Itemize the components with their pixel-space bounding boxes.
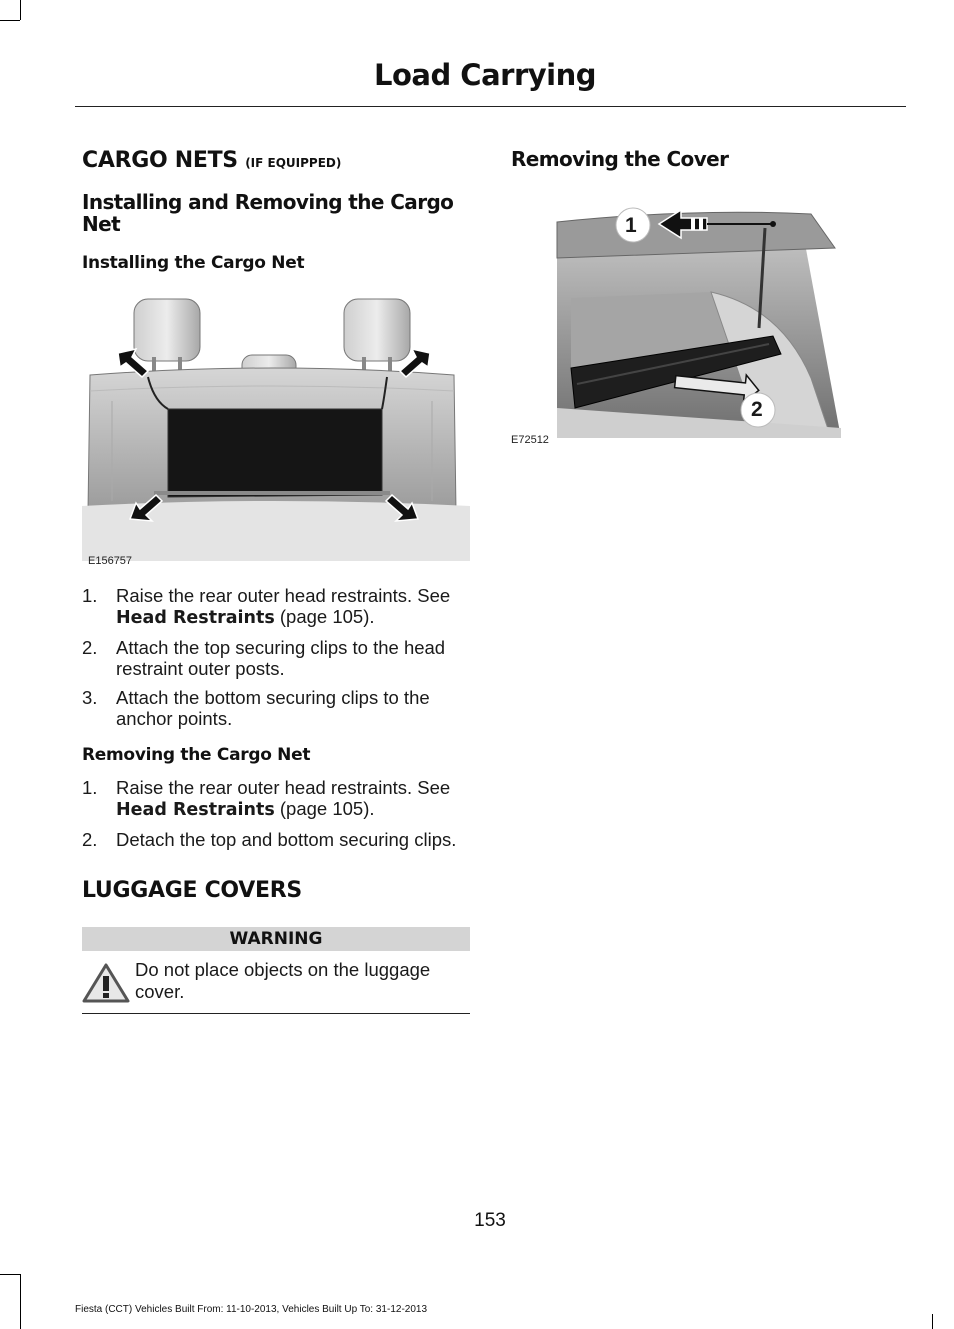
page-reference: (page 105).: [274, 606, 375, 627]
callout-1: 1: [625, 214, 637, 237]
luggage-cover-figure: [511, 188, 851, 448]
luggage-covers-heading: LUGGAGE COVERS: [82, 878, 302, 903]
right-column: [511, 140, 906, 448]
crop-mark: [0, 1274, 20, 1275]
figure-code: E72512: [511, 434, 549, 446]
page-number: 153: [474, 1210, 506, 1231]
cargo-net-subheading: Installing and Removing the Cargo Net: [82, 190, 454, 236]
page-reference: (page 105).: [274, 798, 375, 819]
warning-label: WARNING: [82, 927, 470, 951]
warning-box: [82, 927, 470, 1014]
list-item: [82, 777, 470, 821]
removing-title: Removing the Cargo Net: [82, 745, 311, 765]
step-text: Raise the rear outer head restraints. See: [116, 777, 451, 798]
step-number: 1.: [82, 777, 98, 798]
left-column: [82, 140, 470, 1014]
page-header-title: Load Carrying: [373, 58, 596, 92]
cargo-nets-heading-suffix: (IF EQUIPPED): [245, 156, 342, 170]
warning-triangle-icon: [82, 962, 130, 1004]
warning-body: [82, 951, 470, 1014]
step-number: 2.: [82, 637, 98, 658]
head-restraints-link[interactable]: Head Restraints: [116, 800, 275, 820]
removing-cover-title: Removing the Cover: [511, 147, 729, 171]
callout-2: 2: [751, 398, 763, 421]
step-text: Detach the top and bottom securing clips.: [116, 829, 457, 850]
figure-code: E156757: [88, 555, 133, 567]
crop-mark: [0, 20, 20, 21]
step-number: 3.: [82, 687, 98, 708]
cargo-nets-heading-text: CARGO NETS: [82, 148, 238, 173]
step-text: Raise the rear outer head restraints. See: [116, 585, 451, 606]
list-item: [82, 637, 470, 679]
list-item: [82, 585, 470, 629]
step-number: 1.: [82, 585, 98, 606]
installing-steps: [82, 585, 470, 729]
step-number: 2.: [82, 829, 98, 850]
installing-title: Installing the Cargo Net: [82, 253, 305, 273]
crop-mark: [932, 1314, 933, 1329]
head-restraints-link[interactable]: Head Restraints: [116, 608, 275, 628]
cargo-net-figure: [82, 291, 470, 576]
rear-seat-cargo-net-illustration: [82, 291, 470, 561]
list-item: [82, 687, 470, 729]
crop-mark: [20, 0, 21, 20]
cargo-nets-heading: [82, 148, 470, 173]
removing-steps: [82, 777, 470, 850]
list-item: [82, 829, 470, 850]
tailgate-luggage-cover-illustration: [511, 188, 851, 438]
warning-text: Do not place objects on the luggage cover.: [135, 959, 431, 1002]
crop-mark: [20, 1274, 21, 1329]
step-text: Attach the bottom securing clips to the anchor points.: [116, 687, 430, 729]
footer-text: Fiesta (CCT) Vehicles Built From: 11-10-2013, Vehicles Built Up To: 31-12-2013: [75, 1304, 428, 1315]
step-text: Attach the top securing clips to the head restraint outer posts.: [116, 637, 446, 679]
header-rule: [75, 106, 906, 107]
